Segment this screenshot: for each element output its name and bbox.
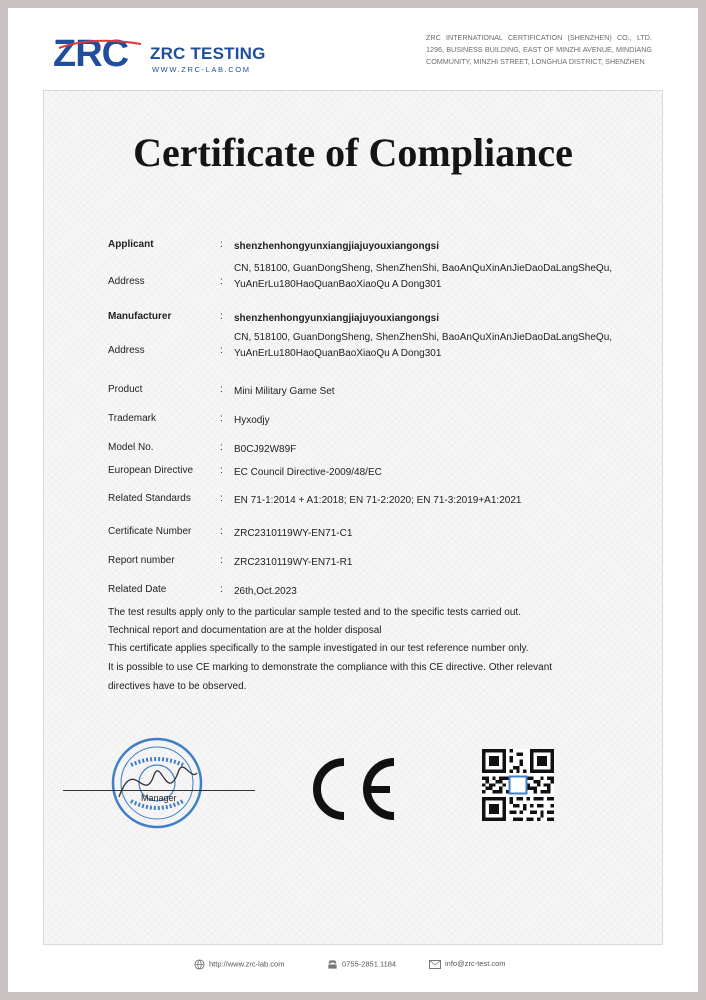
field-colon: :: [220, 493, 223, 504]
field-label: Trademark: [108, 413, 156, 424]
field-value: EN 71-1:2014 + A1:2018; EN 71-2:2020; EN 71-3:2019+A1:2021: [234, 495, 522, 506]
field-colon: :: [220, 584, 223, 595]
field-label: Model No.: [108, 442, 154, 453]
phone-icon: [327, 959, 338, 970]
qr-code-icon: [482, 749, 554, 821]
field-label: Applicant: [108, 239, 154, 250]
brand-url: WWW.ZRC-LAB.COM: [152, 65, 251, 74]
field-colon: :: [220, 276, 223, 287]
field-label: Product: [108, 384, 143, 395]
field-label: Related Standards: [108, 493, 191, 504]
field-label: Related Date: [108, 584, 167, 595]
field-colon: :: [220, 413, 223, 424]
zrc-logo-mark: [53, 30, 148, 76]
field-colon: :: [220, 384, 223, 395]
field-value: B0CJ92W89F: [234, 444, 297, 455]
signature-role: Manager: [141, 793, 177, 803]
brand-name: ZRC TESTING: [150, 44, 266, 63]
field-value: Hyxodjy: [234, 415, 270, 426]
field-value: CN, 518100, GuanDongSheng, ShenZhenShi, BaoAnQuXinAnJieDaoDaLangSheQu, YuAnErLu180HaoQuanBaoXiaoQu A Dong301: [234, 263, 613, 290]
field-value: ZRC2310119WY-EN71-C1: [234, 528, 353, 539]
field-colon: :: [220, 526, 223, 537]
field-value: 26th,Oct.2023: [234, 586, 297, 597]
signature-line: [63, 790, 255, 791]
statement-1: The test results apply only to the particular sample tested and to the specific tests carried out.: [108, 607, 521, 618]
mail-icon: [429, 960, 441, 969]
zrc-logo: [53, 30, 283, 82]
svg-text:ZRC: ZRC: [53, 33, 129, 75]
field-label: Report number: [108, 555, 175, 566]
certificate-page: [8, 8, 698, 992]
footer-email[interactable]: [429, 959, 506, 969]
field-colon: :: [220, 311, 223, 322]
statement-3: This certificate applies specifically to the sample investigated in our test reference number only.: [108, 643, 529, 654]
field-label: Address: [108, 345, 145, 356]
field-value: shenzhenhongyunxiangjiajuyouxiangongsi: [234, 313, 440, 324]
field-value: Mini Military Game Set: [234, 386, 335, 397]
field-colon: :: [220, 239, 223, 250]
field-value: shenzhenhongyunxiangjiajuyouxiangongsi: [234, 241, 440, 252]
field-colon: :: [220, 345, 223, 356]
field-colon: :: [220, 442, 223, 453]
ce-mark-icon: [308, 756, 400, 822]
email-text[interactable]: info@zrc-test.com: [445, 959, 506, 968]
website-text[interactable]: http://www.zrc-lab.com: [209, 959, 285, 969]
certificate-title: Certificate of Compliance: [133, 130, 573, 175]
phone-text: 0755-2851 1184: [342, 959, 397, 969]
field-value: ZRC2310119WY-EN71-R1: [234, 557, 353, 568]
company-seal-icon: [109, 735, 205, 831]
footer-phone: [327, 959, 396, 970]
field-label: Certificate Number: [108, 526, 192, 537]
field-value: EC Council Directive-2009/48/EC: [234, 467, 382, 478]
company-address: ZRC INTERNATIONAL CERTIFICATION (SHENZHEN) CO., LTD. 1296, BUSINESS BUILDING, EAST OF MINZHI AVENUE, MINDIANG COMMUNITY, MINZHI STREET, LONGHUA DISTRICT, SHENZHEN: [426, 33, 652, 66]
field-colon: :: [220, 555, 223, 566]
field-colon: :: [220, 465, 223, 476]
field-label: Address: [108, 276, 145, 287]
field-value: CN, 518100, GuanDongSheng, ShenZhenShi, BaoAnQuXinAnJieDaoDaLangSheQu, YuAnErLu180HaoQuanBaoXiaoQu A Dong301: [234, 332, 613, 359]
footer-website[interactable]: [194, 959, 284, 970]
globe-icon: [194, 959, 205, 970]
statement-4: It is possible to use CE marking to demonstrate the compliance with this CE directive. Other relevant directives have to be observed.: [108, 662, 553, 692]
statement-2: Technical report and documentation are at the holder disposal: [108, 625, 382, 636]
field-label: European Directive: [108, 465, 194, 476]
field-label: Manufacturer: [108, 311, 172, 322]
